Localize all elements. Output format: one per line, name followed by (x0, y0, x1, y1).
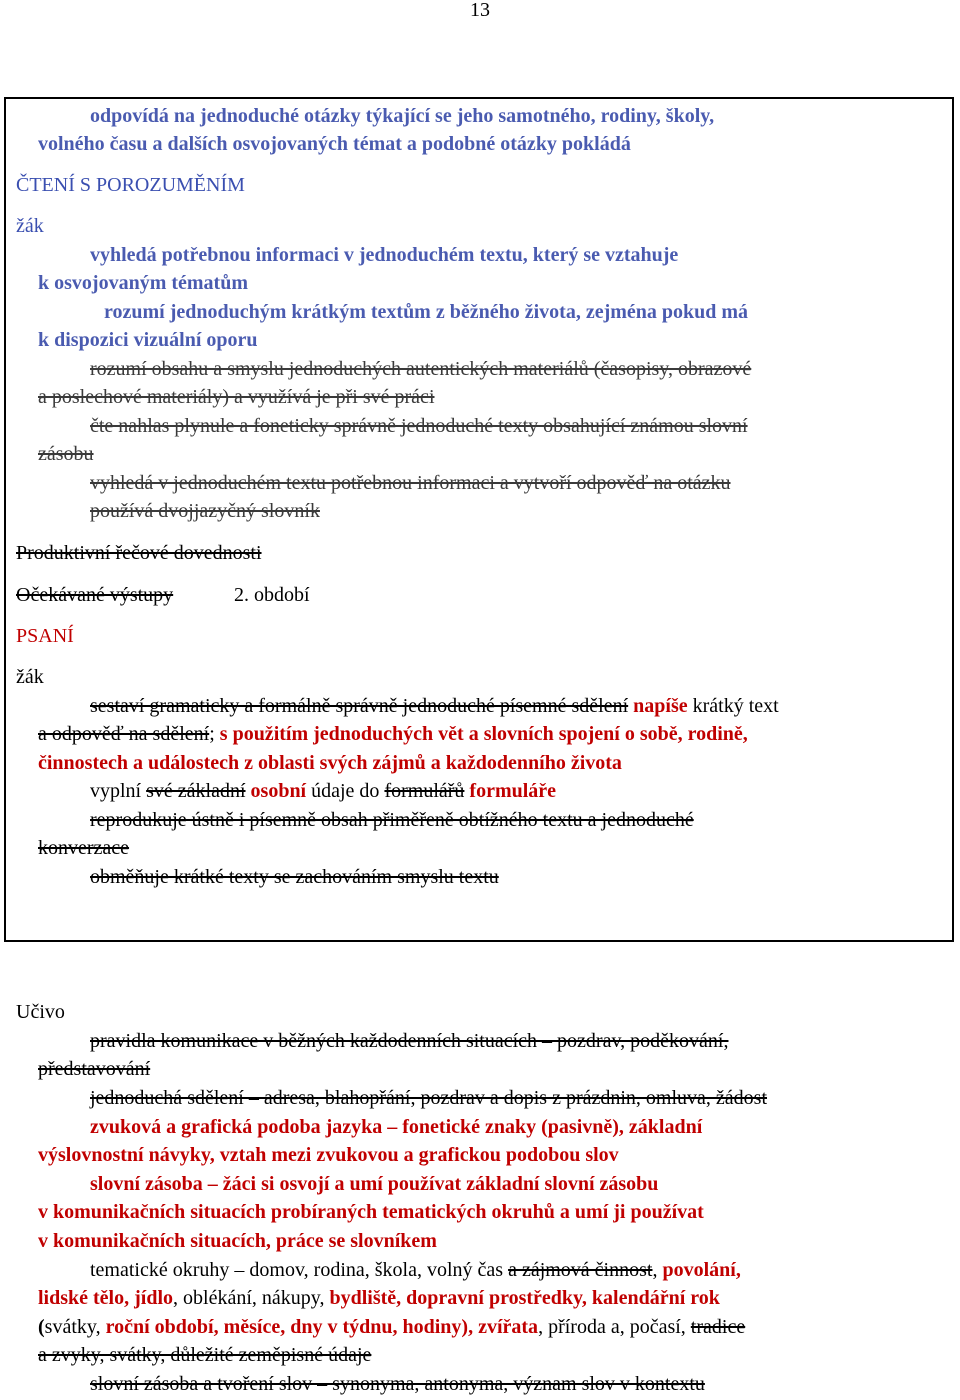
writing-item-2-sep: ; (209, 723, 215, 745)
writing-item-4 (90, 777, 556, 805)
reading-item-2b: k dispozici vizuální oporu (38, 329, 258, 351)
curriculum-item-1b: představování (38, 1058, 151, 1080)
reading-item-1a: vyhledá potřebnou informaci v jednoduchém textu, který se vztahuje (90, 244, 679, 266)
pupil-label-2: žák (16, 666, 44, 688)
curriculum-item-3a: zvuková a grafická podoba jazyka – fonetické znaky (pasivně), základní (90, 1116, 703, 1138)
writing-item-4-red-1: osobní (250, 780, 307, 802)
curriculum-item-7-plain-1: svátky, (44, 1316, 101, 1338)
writing-item-4-plain-1: vyplní (90, 780, 142, 802)
curriculum-item-8: a zvyky, svátky, důležité zeměpisné údaje (38, 1344, 372, 1366)
reading-item-2a: rozumí jednoduchým krátkým textům z běžného života, zejména pokud má (104, 301, 749, 323)
productive-skills: Produktivní řečové dovednosti (16, 542, 262, 564)
writing-item-6: obměňuje krátké texty se zachováním smyslu textu (90, 866, 499, 888)
curriculum-item-7 (38, 1313, 745, 1341)
curriculum-heading: Učivo (16, 1001, 65, 1023)
page-number: 13 (470, 0, 490, 21)
curriculum-item-5-struck: a zájmová činnost (508, 1259, 653, 1281)
writing-item-2-struck: a odpověď na sdělení (38, 723, 210, 745)
curriculum-item-6 (38, 1284, 720, 1312)
curriculum-item-6-plain: , oblékání, nákupy, (173, 1287, 325, 1309)
reading-item-3a: rozumí obsahu a smyslu jednoduchých autentických materiálů (časopisy, obrazové (90, 358, 752, 380)
curriculum-item-7-struck: tradice (690, 1316, 746, 1338)
curriculum-item-4c: v komunikačních situacích, práce se slovníkem (38, 1230, 437, 1252)
curriculum-item-4a: slovní zásoba – žáci si osvojí a umí používat základní slovní zásobu (90, 1173, 659, 1195)
writing-item-2 (38, 720, 748, 748)
reading-item-4a: čte nahlas plynule a foneticky správně jednoduché texty obsahující známou slovní (90, 415, 748, 437)
intro-line-1: odpovídá na jednoduché otázky týkající se jeho samotného, rodiny, školy, (90, 105, 715, 127)
period: 2. období (234, 584, 310, 606)
pupil-label-1: žák (16, 215, 44, 237)
writing-item-4-plain-2: údaje do (311, 780, 380, 802)
curriculum-item-5 (90, 1256, 741, 1284)
writing-item-4-struck-1: své základní (146, 780, 246, 802)
writing-item-1-struck: sestaví gramaticky a formálně správně jednoduché písemné sdělení (90, 695, 629, 717)
curriculum-item-6-red-1: lidské tělo, jídlo (38, 1287, 174, 1309)
writing-item-4-struck-2: formulářů (384, 780, 465, 802)
curriculum-item-7-plain-2: , příroda a, počasí, (538, 1316, 686, 1338)
writing-item-2-red: s použitím jednoduchých vět a slovních spojení o sobě, rodině, (219, 723, 748, 745)
reading-item-5: vyhledá v jednoduchém textu potřebnou informaci a vytvoří odpověď na otázku (90, 472, 731, 494)
writing-item-1 (90, 692, 779, 720)
writing-heading: PSANÍ (16, 625, 74, 647)
curriculum-item-5-plain: tematické okruhy – domov, rodina, škola, volný čas (90, 1259, 504, 1281)
curriculum-item-7-paren: ( (38, 1316, 45, 1338)
reading-heading: ČTENÍ S POROZUMĚNÍM (16, 174, 245, 196)
curriculum-item-4b: v komunikačních situacích probíraných tematických okruhů a umí ji používat (38, 1201, 704, 1223)
writing-item-5a: reprodukuje ústně i písemně obsah přiměřeně obtížného textu a jednoduché (90, 809, 694, 831)
reading-item-3b: a poslechové materiály) a využívá je při své práci (38, 386, 435, 408)
reading-item-4b: zásobu (38, 443, 94, 465)
curriculum-item-5-comma: , (652, 1259, 658, 1281)
curriculum-item-3b: výslovnostní návyky, vztah mezi zvukovou a grafickou podobou slov (38, 1144, 619, 1166)
writing-item-1-plain: krátký text (692, 695, 779, 717)
curriculum-item-7-red: roční období, měsíce, dny v týdnu, hodiny), zvířata (105, 1316, 539, 1338)
intro-line-2: volného času a dalších osvojovaných témat a podobné otázky pokládá (38, 133, 631, 155)
writing-item-5b: konverzace (38, 837, 130, 859)
curriculum-item-2: jednoduchá sdělení – adresa, blahopřání, pozdrav a dopis z prázdnin, omluva, žádost (90, 1087, 768, 1109)
curriculum-item-1a: pravidla komunikace v běžných každodenních situacích – pozdrav, poděkování, (90, 1030, 729, 1052)
expected-outputs: Očekávané výstupy (16, 584, 174, 606)
writing-item-4-red-2: formuláře (469, 780, 557, 802)
curriculum-item-6-red-2: bydliště, dopravní prostředky, kalendářní rok (329, 1287, 720, 1309)
reading-item-1b: k osvojovaným tématům (38, 272, 248, 294)
writing-item-1-red: napíše (633, 695, 688, 717)
curriculum-item-9: slovní zásoba a tvoření slov – synonyma, antonyma, význam slov v kontextu (90, 1373, 705, 1395)
reading-item-6: používá dvojjazyčný slovník (90, 500, 320, 522)
writing-item-3: činnostech a událostech z oblasti svých zájmů a každodenního života (38, 752, 622, 774)
curriculum-item-5-red: povolání, (662, 1259, 741, 1281)
